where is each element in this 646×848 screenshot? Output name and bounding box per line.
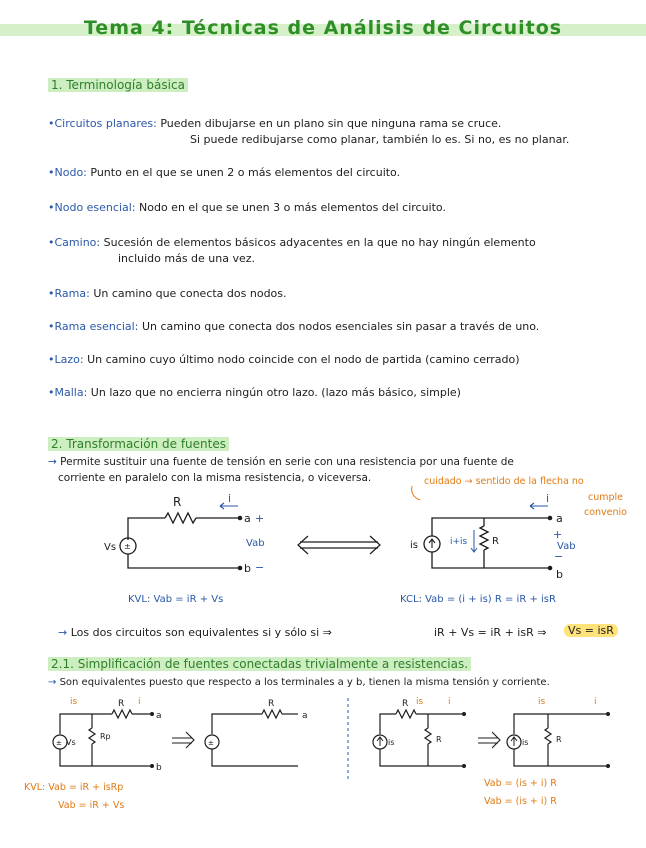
svg-text:+: + <box>553 528 563 541</box>
source-transformation-diagram <box>0 480 646 590</box>
svg-text:a: a <box>302 711 308 721</box>
svg-text:±: ± <box>124 542 131 551</box>
label-R: R <box>173 495 182 509</box>
equivalence-arrow <box>298 536 380 554</box>
svg-text:Vab: Vab <box>557 541 576 552</box>
section21-heading: 2.1. Simplificación de fuentes conectadas trivialmente a resistencias. <box>48 657 471 671</box>
kcl-simplified-1: Vab = (is + i) R <box>484 778 557 789</box>
svg-text:Vs: Vs <box>104 542 117 553</box>
kvl-equation: KVL: Vab = iR + Vs <box>128 594 224 605</box>
item-camino: •Camino: Sucesión de elementos básicos adyacentes en la que no hay ningún elemento <box>48 236 536 249</box>
svg-text:i: i <box>228 492 232 505</box>
svg-text:+: + <box>255 512 265 525</box>
svg-text:i: i <box>138 697 141 707</box>
page-title: Tema 4: Técnicas de Análisis de Circuitos <box>83 17 563 39</box>
equivalence-statement: → Los dos circuitos son equivalentes si y sólo si ⇒ <box>58 626 332 639</box>
svg-text:±: ± <box>56 739 62 747</box>
svg-text:b: b <box>156 763 162 773</box>
svg-text:R: R <box>436 735 442 744</box>
svg-text:b: b <box>556 568 563 581</box>
item-planares: •Circuitos planares: Pueden dibujarse en un plano sin que ninguna rama se cruce. <box>48 117 502 130</box>
svg-text:R: R <box>118 699 125 709</box>
svg-text:is: is <box>416 697 424 707</box>
svg-text:a: a <box>556 512 563 525</box>
parallel-circuit <box>424 518 548 568</box>
svg-text:i: i <box>546 492 550 505</box>
section21-intro: → Son equivalentes puesto que respecto a los terminales a y b, tienen la misma tensión y corriente. <box>48 677 550 688</box>
svg-text:i: i <box>448 697 451 707</box>
resistor-R <box>165 513 196 523</box>
kcl-simplified-2: Vab = (is + i) R <box>484 796 557 807</box>
item-rama: •Rama: Un camino que conecta dos nodos. <box>48 287 287 300</box>
svg-text:R: R <box>492 536 499 547</box>
svg-text:−: − <box>255 561 265 574</box>
svg-text:±: ± <box>208 739 214 747</box>
item-rama-esencial: •Rama esencial: Un camino que conecta dos nodos esenciales sin pasar a través de uno. <box>48 320 540 333</box>
note-line2: cumple <box>588 492 624 503</box>
svg-text:Vs: Vs <box>66 738 76 747</box>
section2-heading: 2. Transformación de fuentes <box>48 437 229 451</box>
svg-text:R: R <box>268 699 275 709</box>
svg-text:a: a <box>244 512 251 525</box>
svg-text:R: R <box>556 735 562 744</box>
svg-text:Vab: Vab <box>246 538 265 549</box>
note-line1: cuidado → sentido de la flecha no <box>424 476 584 487</box>
item-nodo-esencial: •Nodo esencial: Nodo en el que se unen 3 o más elementos del circuito. <box>48 201 446 214</box>
series-circuit <box>120 513 238 568</box>
section1-heading: 1. Terminología básica <box>48 78 188 92</box>
svg-text:R: R <box>402 699 409 709</box>
svg-text:is: is <box>522 738 529 747</box>
item-malla: •Malla: Un lazo que no encierra ningún otro lazo. (lazo más básico, simple) <box>48 386 461 399</box>
equivalence-result: Vs = isR <box>564 624 618 637</box>
svg-text:−: − <box>554 550 564 563</box>
svg-text:Rp: Rp <box>100 732 111 741</box>
item-planares-cont: Si puede redibujarse como planar, también lo es. Si no, es no planar. <box>190 133 570 146</box>
svg-text:i+is: i+is <box>450 537 468 547</box>
section2-intro2: corriente en paralelo con la misma resistencia, o viceversa. <box>58 472 372 484</box>
note-line3: convenio <box>584 507 627 518</box>
item-nodo: •Nodo: Punto en el que se unen 2 o más elementos del circuito. <box>48 166 401 179</box>
simplification-diagrams <box>0 694 646 786</box>
resistor-R-parallel <box>480 526 488 550</box>
svg-text:is: is <box>538 697 546 707</box>
svg-text:is: is <box>410 540 418 551</box>
svg-text:b: b <box>244 562 251 575</box>
item-lazo: •Lazo: Un camino cuyo último nodo coincide con el nodo de partida (camino cerrado) <box>48 353 520 366</box>
equivalence-expression: iR + Vs = iR + isR ⇒ <box>434 626 547 639</box>
svg-text:a: a <box>156 711 162 721</box>
kvl-simplified-1: KVL: Vab = iR + isRp <box>24 782 124 793</box>
kcl-equation: KCL: Vab = (i + is) R = iR + isR <box>400 594 556 605</box>
svg-text:is: is <box>70 697 78 707</box>
item-camino-cont: incluido más de una vez. <box>118 252 256 265</box>
kvl-simplified-2: Vab = iR + Vs <box>58 800 125 811</box>
svg-text:is: is <box>388 738 395 747</box>
svg-text:i: i <box>594 697 597 707</box>
section2-intro1: → Permite sustituir una fuente de tensión en serie con una resistencia por una fuente de <box>48 456 514 468</box>
